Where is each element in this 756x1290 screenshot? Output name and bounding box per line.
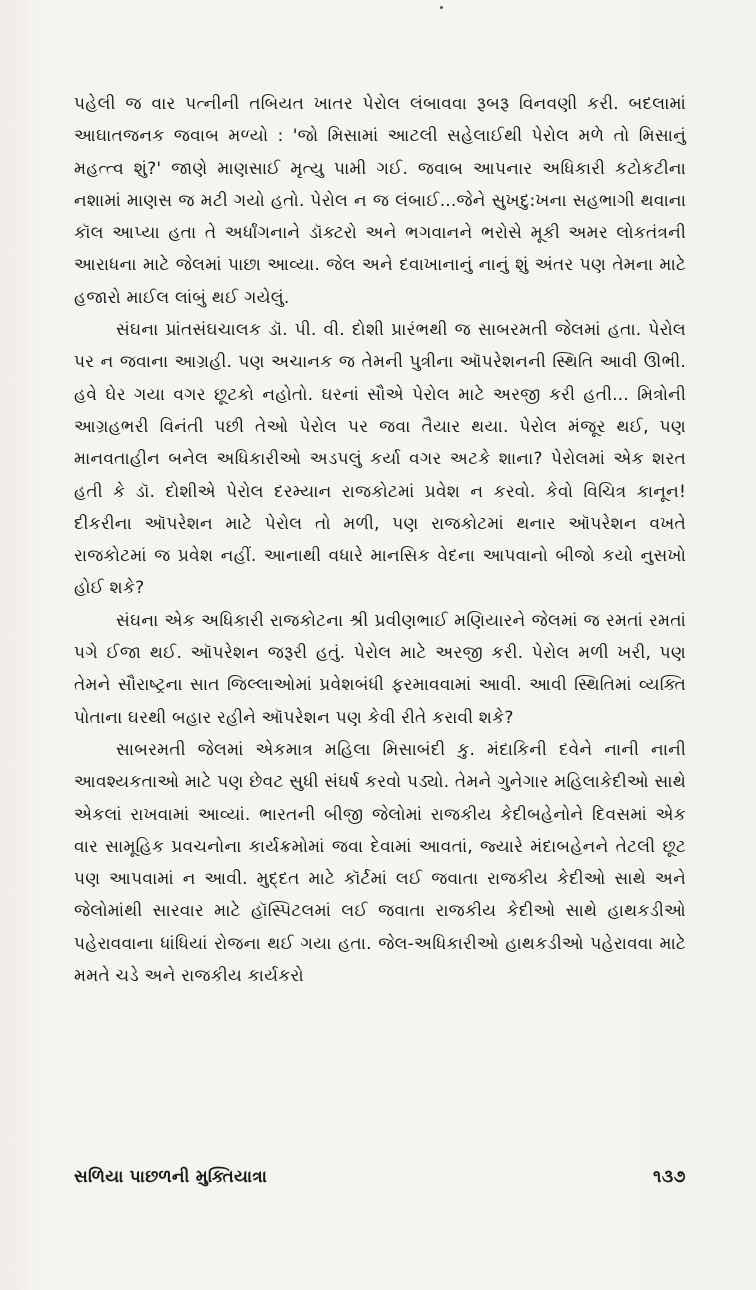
paragraph-1: પહેલી જ વાર પત્નીની તબિયત ખાતર પેરોલ લંબાવવા રૂબરૂ વિનવણી કરી. બદલામાં આઘાતજનક જવાબ મળ્યો : 'જો મિસામાં આટલી સહેલાઈથી પેરોલ મળે તો મિસાનું મહત્ત્વ શું?' જાણે માણસાઈ મૃત્યુ પામી ગઈ. જવાબ આપનાર અધિકારી કટોકટીના નશામાં માણસ જ મટી ગયો હતો. પેરોલ ન જ લંબાઈ...જેને સુખદુ:ખના સહભાગી થવાના કૉલ આપ્યા હતા તે અર્ધાંગનાને ડૉક્ટરો અને ભગવાનને ભરોસે મૂકી અમર લોકતંત્રની આરાધના માટે જેલમાં પાછા આવ્યા. જેલ અને દવાખાનાનું નાનું શું અંતર પણ તેમના માટે હજારો માઈલ લાંબું થઈ ગયેલું. <box>74 94 686 308</box>
paragraph-3: સંઘના એક અધિકારી રાજકોટના શ્રી પ્રવીણભાઈ મણિયારને જેલમાં જ રમતાં રમતાં પગે ઈજા થઈ. ઑપરેશન જરૂરી હતું. પેરોલ માટે અરજી કરી. પેરોલ મળી ખરી, પણ તેમને સૌરાષ્ટ્રના સાત જિલ્લાઓમાં પ્રવેશબંધી ફરમાવવામાં આવી. આવી સ્થિતિમાં વ્યક્તિ પોતાના ઘરથી બહાર રહીને ઑપરેશન પણ કેવી રીતે કરાવી શકે? <box>74 610 686 728</box>
book-title: સળિયા પાછળની મુક્તિયાત્રા <box>74 1167 268 1187</box>
page-number: ૧૩૭ <box>653 1167 686 1187</box>
paragraph-4: સાબરમતી જેલમાં એકમાત્ર મહિલા મિસાબંદી કુ. મંદાકિની દવેને નાની નાની આવશ્યકતાઓ માટે પણ છેવટ સુધી સંઘર્ષ કરવો પડ્યો. તેમને ગુનેગાર મહિલાકેદીઓ સાથે એકલાં રાખવામાં આવ્યાં. ભારતની બીજી જેલોમાં રાજકીય કેદીબહેનોને દિવસમાં એક વાર સામૂહિક પ્રવચનોના કાર્યક્રમોમાં જવા દેવામાં આવતાં, જ્યારે મંદાબહેનને તેટલી છૂટ પણ આપવામાં ન આવી. મુદ્દત માટે કૉર્ટમાં લઈ જવાતા રાજકીય કેદીઓ સાથે અને જેલોમાંથી સારવાર માટે હૉસ્પિટલમાં લઈ જવાતા રાજકીય કેદીઓ સાથે હાથકડીઓ પહેરાવવાના ધાંધિયાં રોજના થઈ ગયા હતા. જેલ-અધિકારીઓ હાથકડીઓ પહેરાવવા માટે મમતે ચડે અને રાજકીય કાર્યકરો <box>74 739 686 987</box>
print-dot <box>440 6 443 9</box>
body-text <box>74 88 686 992</box>
paragraph-2: સંઘના પ્રાંતસંઘચાલક ડૉ. પી. વી. દોશી પ્રારંભથી જ સાબરમતી જેલમાં હતા. પેરોલ પર ન જવાના આગ્રહી. પણ અચાનક જ તેમની પુત્રીના ઑપરેશનની સ્થિતિ આવી ઊભી. હવે ઘેર ગયા વગર છૂટકો નહોતો. ઘરનાં સૌએ પેરોલ માટે અરજી કરી હતી... મિત્રોની આગ્રહભરી વિનંતી પછી તેઓ પેરોલ પર જવા તૈયાર થયા. પેરોલ મંજૂર થઈ, પણ માનવતાહીન બનેલ અધિકારીઓ અડપલું કર્યા વગર અટકે શાના? પેરોલમાં એક શરત હતી કે ડૉ. દોશીએ પેરોલ દરમ્યાન રાજકોટમાં પ્રવેશ ન કરવો. કેવો વિચિત્ર કાનૂન! દીકરીના ઑપરેશન માટે પેરોલ તો મળી, પણ રાજકોટમાં થનાર ઑપરેશન વખતે રાજકોટમાં જ પ્રવેશ નહીં. આનાથી વધારે માનસિક વેદના આપવાનો બીજો કયો નુસખો હોઈ શકે? <box>74 320 686 599</box>
page-footer <box>74 1167 686 1187</box>
